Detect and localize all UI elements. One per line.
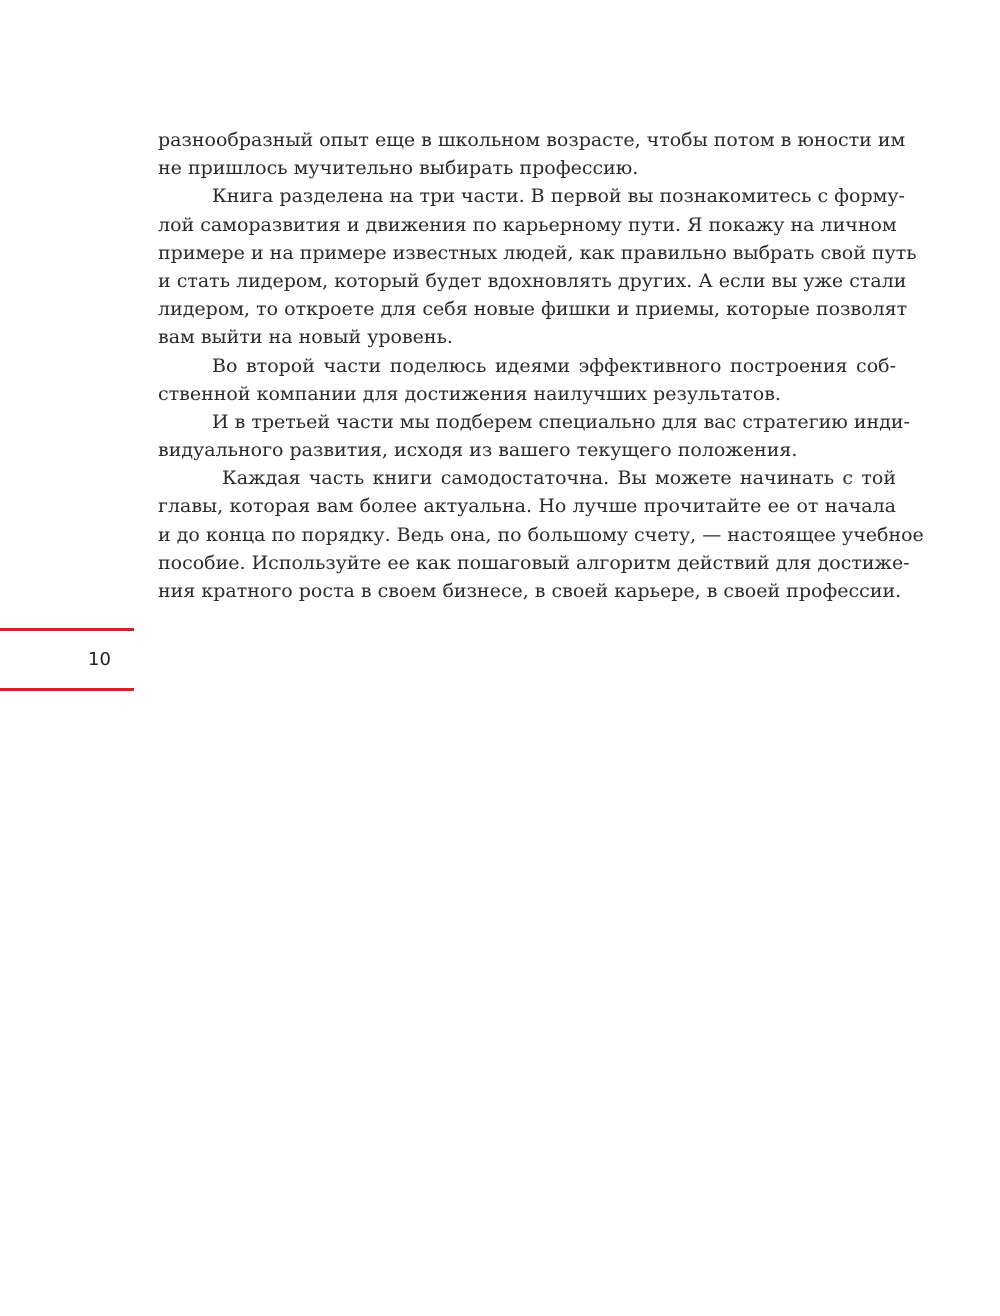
text-line: лой саморазвития и движения по карьерному пути. Я покажу на личном	[158, 213, 897, 236]
page-number: 10	[88, 649, 111, 670]
text-line: не пришлось мучительно выбирать профессию.	[158, 157, 639, 180]
text-line: лидером, то откроете для себя новые фишки и приемы, которые позволят	[158, 298, 908, 321]
text-line: видуального развития, исходя из вашего текущего положения.	[158, 439, 798, 462]
text-line: Книга разделена на три части. В первой вы познакомитесь с форму-	[212, 185, 905, 208]
text-line: И в третьей части мы подберем специально для вас стратегию инди-	[212, 410, 910, 433]
text-line: примере и на примере известных людей, как правильно выбрать свой путь	[158, 241, 917, 264]
text-line: ственной компании для достижения наилучших результатов.	[158, 382, 781, 405]
text-line: главы, которая вам более актуальна. Но лучше прочитайте ее от начала	[158, 495, 896, 518]
page-number-rule-bottom	[0, 688, 134, 691]
text-line: пособие. Используйте ее как пошаговый алгоритм действий для достиже-	[158, 551, 910, 574]
text-line: ния кратного роста в своем бизнесе, в своей карьере, в своей профессии.	[158, 580, 902, 602]
text-line: Каждая часть книги самодостаточна. Вы можете начинать с той	[222, 467, 896, 490]
text-line: Во второй части поделюсь идеями эффективного построения соб-	[212, 354, 896, 377]
text-line: разнообразный опыт еще в школьном возрасте, чтобы потом в юности им	[158, 129, 906, 151]
page-number-rule-top	[0, 628, 134, 631]
text-line: вам выйти на новый уровень.	[158, 326, 453, 349]
text-line: и стать лидером, который будет вдохновлять других. А если вы уже стали	[158, 269, 907, 292]
text-line: и до конца по порядку. Ведь она, по большому счету, — настоящее учебное	[158, 523, 924, 546]
body-text	[158, 126, 924, 605]
